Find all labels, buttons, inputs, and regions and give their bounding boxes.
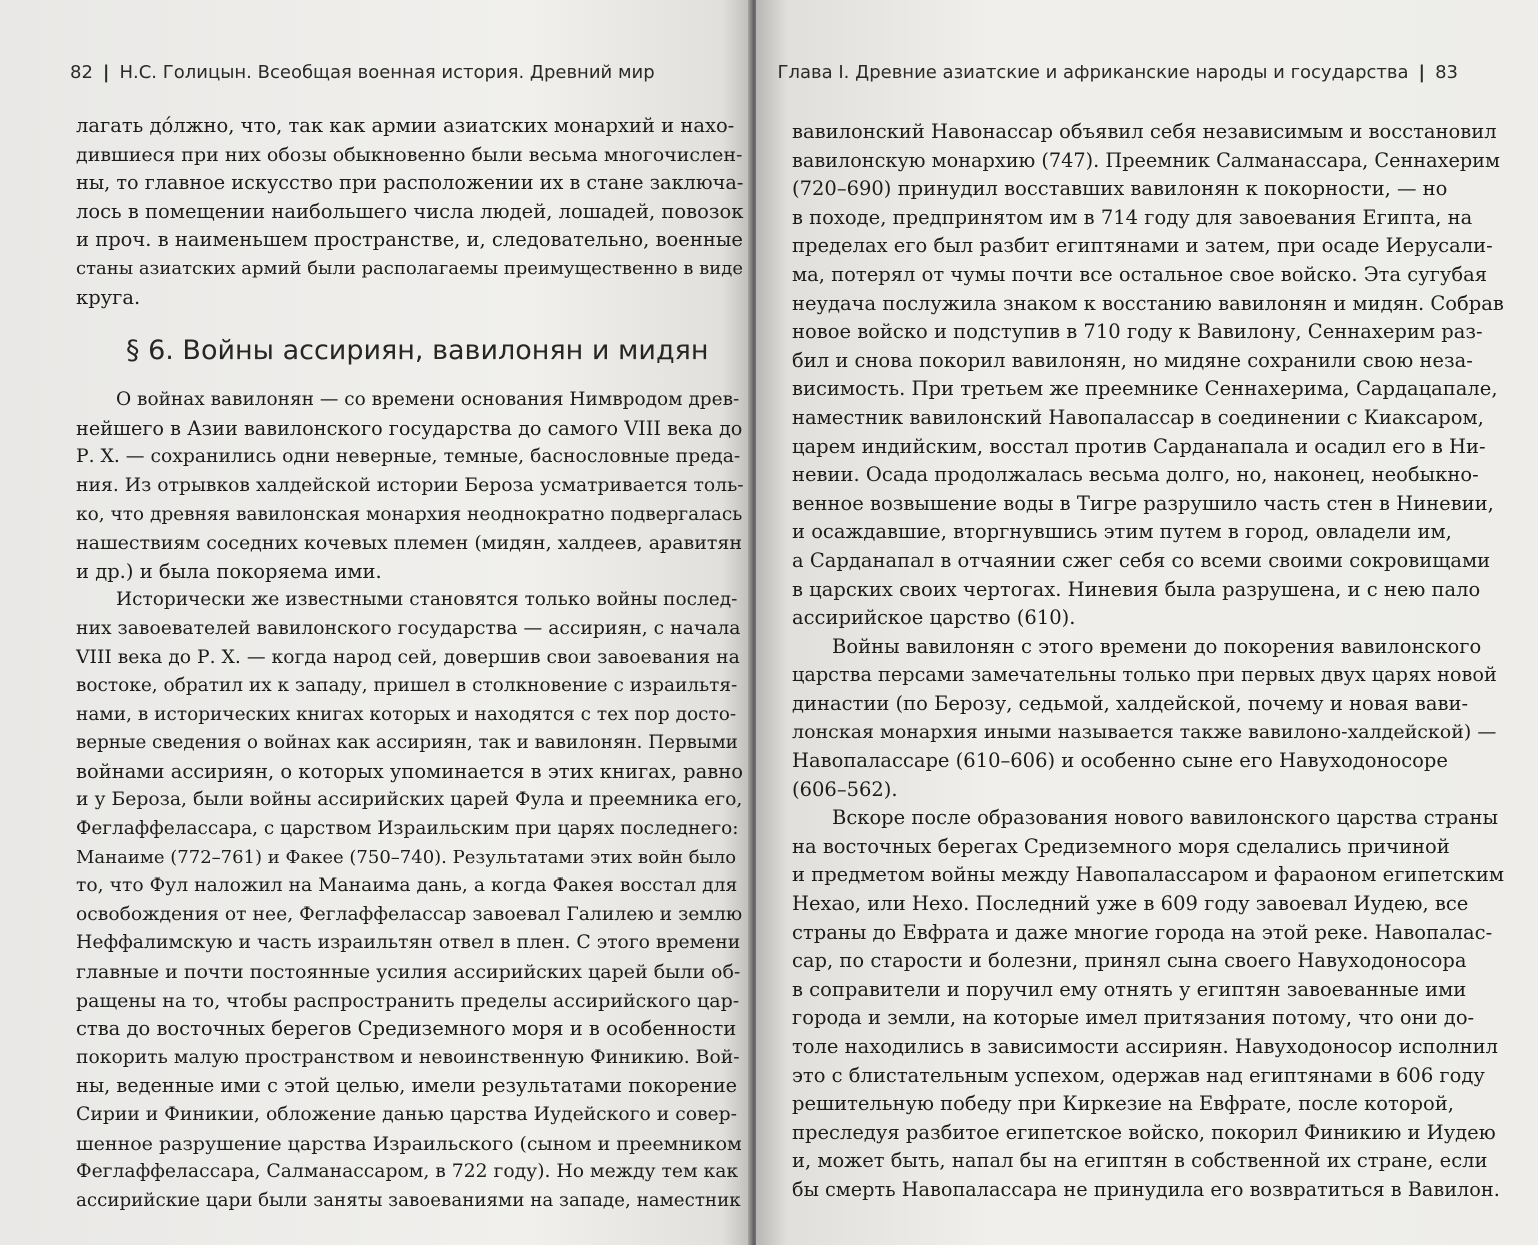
header-separator: |	[102, 62, 110, 83]
text-line: пределах его был разбит египтянами и затем, при осаде Иерусали-	[792, 234, 1493, 258]
text-line: станы азиатских армий были располагаемы преимущественно в виде	[76, 257, 743, 279]
text-line: Неффалимскую и часть израильтян отвел в плен. С этого времени	[76, 932, 741, 954]
text-line: наместник вавилонский Навопалассар в соединении с Киаксаром,	[792, 405, 1484, 429]
text-line: Вскоре после образования нового вавилонского царства страны	[832, 806, 1499, 830]
page-number: 83	[1435, 62, 1458, 83]
text-line: ства до восточных берегов Средиземного моря и в особенности	[76, 1017, 737, 1041]
text-line: (720–690) принудил восставших вавилонян к покорности, — но	[792, 177, 1448, 201]
text-line: и осаждавшие, вторгнувшись этим путем в город, овладели им,	[792, 520, 1452, 544]
text-line: ны, то главное искусство при расположении их в стане заключа-	[76, 171, 744, 195]
text-line: и предметом войны между Навопалассаром и фараоном египетским	[792, 863, 1505, 887]
text-line: ко, что древняя вавилонская монархия неоднократно подвергалась	[76, 503, 743, 525]
text-line: города и земли, на которые имел притязания потому, что они до-	[792, 1006, 1475, 1030]
text-line: круга.	[76, 285, 141, 309]
text-line: неудача послужила знаком к восстанию вавилонян и мидян. Собрав	[792, 291, 1504, 315]
text-line: и у Бероза, были войны ассирийских царей Фула и преемника его,	[76, 789, 743, 811]
text-line: бы смерть Навопалассара не принудила его возвратиться в Вавилон.	[792, 1177, 1500, 1201]
text-line: Р. Х. — сохранились одни неверные, темные, баснословные преда-	[76, 446, 741, 468]
text-line: то, что Фул наложил на Манаима дань, а когда Факея восстал для	[76, 875, 738, 897]
text-line: царем индийским, восстал против Сарданапала и осадил его в Ни-	[792, 434, 1486, 458]
text-line: ассирийские цари были заняты завоеваниями на западе, наместник	[76, 1189, 741, 1211]
text-line: Исторически же известными становятся только войны послед-	[116, 589, 738, 611]
text-line: шенное разрушение царства Израильского (сыном и преемником	[76, 1132, 742, 1155]
text-line: династии (по Берозу, седьмой, халдейской, почему и новая вави-	[792, 691, 1469, 715]
text-line: царства персами замечательны только при первых двух царях новой	[792, 663, 1497, 687]
text-line: в соправители и поручил ему отнять у египтян завоеванные ими	[792, 977, 1467, 1001]
text-line: ращены на то, чтобы распространить пределы ассирийского цар-	[76, 989, 740, 1012]
text-line: покорить малую пространством и невоинственную Финикию. Вой-	[76, 1046, 740, 1068]
text-line: ма, потерял от чумы почти все остальное свое войско. Эта сугубая	[792, 262, 1488, 286]
text-line: венное возвышение воды в Тигре разрушило часть стен в Ниневии,	[792, 491, 1494, 515]
text-line: а Сарданапал в отчаянии сжег себя со всеми своими сокровищами	[792, 548, 1491, 572]
text-line: VIII века до Р. Х. — когда народ сей, довершив свои завоевания на	[76, 646, 740, 668]
text-line: нами, в исторических книгах которых и находятся с тех пор досто-	[76, 703, 737, 725]
left-page-header	[70, 62, 655, 83]
text-line: О войнах вавилонян — со времени основания Нимвродом древ-	[116, 389, 740, 411]
paragraph	[792, 118, 1504, 633]
left-page-body	[76, 112, 744, 1215]
text-line: ассирийское царство (610).	[792, 606, 1076, 630]
header-separator: |	[1418, 62, 1426, 83]
text-line: Феглаффелассара, с царством Израильским при царях последнего:	[76, 818, 739, 840]
text-line: вавилонскую монархию (747). Преемник Салманассара, Сеннахерим	[792, 148, 1500, 172]
right-page	[756, 0, 1538, 1245]
text-line: и, может быть, напал бы на египтян в собственной их стране, если	[792, 1149, 1488, 1173]
text-line: освобождения от нее, Феглаффелассар завоевал Галилею и землю	[76, 903, 743, 925]
text-line: ния. Из отрывков халдейской истории Бероза усматривается толь-	[76, 474, 744, 496]
text-line: лонская монархия иными называется также вавилоно-халдейской) —	[792, 721, 1497, 744]
right-page-header	[778, 62, 1459, 83]
section-title: § 6. Войны ассириян, вавилонян и мидян	[126, 335, 709, 367]
text-line: востоке, обратил их к западу, пришел в столкновение с израильтя-	[76, 675, 738, 697]
text-line: Сирии и Финикии, обложение данью царства Иудейского и совер-	[76, 1104, 737, 1125]
paragraph	[792, 633, 1504, 805]
text-line: Войны вавилонян с этого времени до покорения вавилонского	[832, 634, 1482, 658]
text-line: Феглаффелассара, Салманассаром, в 722 году). Но между тем как	[76, 1161, 739, 1183]
text-line: преследуя разбитое египетское войско, покорил Финикию и Иудею	[792, 1120, 1496, 1144]
right-page-body	[792, 118, 1504, 1205]
text-line: и др.) и была покоряема ими.	[76, 559, 382, 583]
text-line: лагать дóлжно, что, так как армии азиатских монархий и нахо-	[76, 114, 735, 137]
paragraph	[76, 112, 744, 312]
left-page	[0, 0, 752, 1245]
text-line: новое войско и подступив в 710 году к Вавилону, Сеннахерим раз-	[792, 320, 1483, 344]
text-line: ны, веденные ими с этой целью, имели результатами покорение	[76, 1074, 738, 1098]
text-line: висимость. При третьем же преемнике Сеннахерима, Сардацапале,	[792, 377, 1498, 401]
text-line: невии. Осада продолжалась весьма долго, но, наконец, необыкно-	[792, 463, 1479, 487]
paragraph	[792, 804, 1504, 1204]
text-line: и проч. в наименьшем пространстве, и, следовательно, военные	[76, 228, 743, 252]
text-line: сар, по старости и болезни, принял сына своего Навуходоносора	[792, 949, 1467, 973]
text-line: (606–562).	[792, 777, 898, 801]
text-line: страны до Евфрата и даже многие города на этой реке. Навопалас-	[792, 920, 1493, 944]
text-line: них завоевателей вавилонского государства — ассириян, с начала	[76, 617, 741, 639]
text-line: нейшего в Азии вавилонского государства до самого VIII века до	[76, 416, 743, 440]
running-title: Глава I. Древние азиатские и африканские народы и государства	[777, 62, 1409, 83]
text-line: в походе, предпринятом им в 714 году для завоевания Египта, на	[792, 205, 1473, 229]
paragraph	[76, 586, 744, 1215]
text-line: это с блистательным успехом, одержав над египтянами в 606 году	[792, 1063, 1485, 1087]
text-line: лось в помещении наибольшего числа людей, лошадей, повозок	[76, 199, 744, 223]
text-line: на восточных берегах Средиземного моря сделались причиной	[792, 834, 1450, 858]
text-line: в царских своих чертогах. Ниневия была разрушена, и с нею пало	[792, 577, 1481, 601]
text-line: главные и почти постоянные усилия ассирийских царей были об-	[76, 961, 741, 984]
text-line: Нехао, или Нехо. Последний уже в 609 году завоевал Иудею, все	[792, 892, 1469, 916]
paragraph	[76, 386, 744, 586]
text-line: вавилонский Навонассар объявил себя независимым и восстановил	[792, 120, 1497, 143]
text-line: Навопалассаре (610–606) и особенно сыне его Навуходоносоре	[792, 749, 1448, 773]
page-number: 82	[70, 62, 93, 83]
text-line: Манаиме (772–761) и Факее (750–740). Результатами этих войн было	[76, 846, 737, 868]
text-line: войнами ассириян, о которых упоминается в этих книгах, равно	[76, 759, 743, 783]
text-line: нашествиям соседних кочевых племен (мидян, халдеев, аравитян	[76, 532, 743, 555]
running-title: Н.С. Голицын. Всеобщая военная история. Древний мир	[119, 62, 655, 83]
text-line: бил и снова покорил вавилонян, но мидяне сохранили свою неза-	[792, 348, 1473, 372]
text-line: толе находились в зависимости ассириян. Навуходоносор исполнил	[792, 1035, 1498, 1058]
text-line: дившиеся при них обозы обыкновенно были весьма многочислен-	[76, 143, 743, 166]
text-line: решительную победу при Киркезие на Евфрате, после которой,	[792, 1092, 1454, 1116]
text-line: верные сведения о войнах как ассириян, так и вавилонян. Первыми	[76, 732, 738, 754]
